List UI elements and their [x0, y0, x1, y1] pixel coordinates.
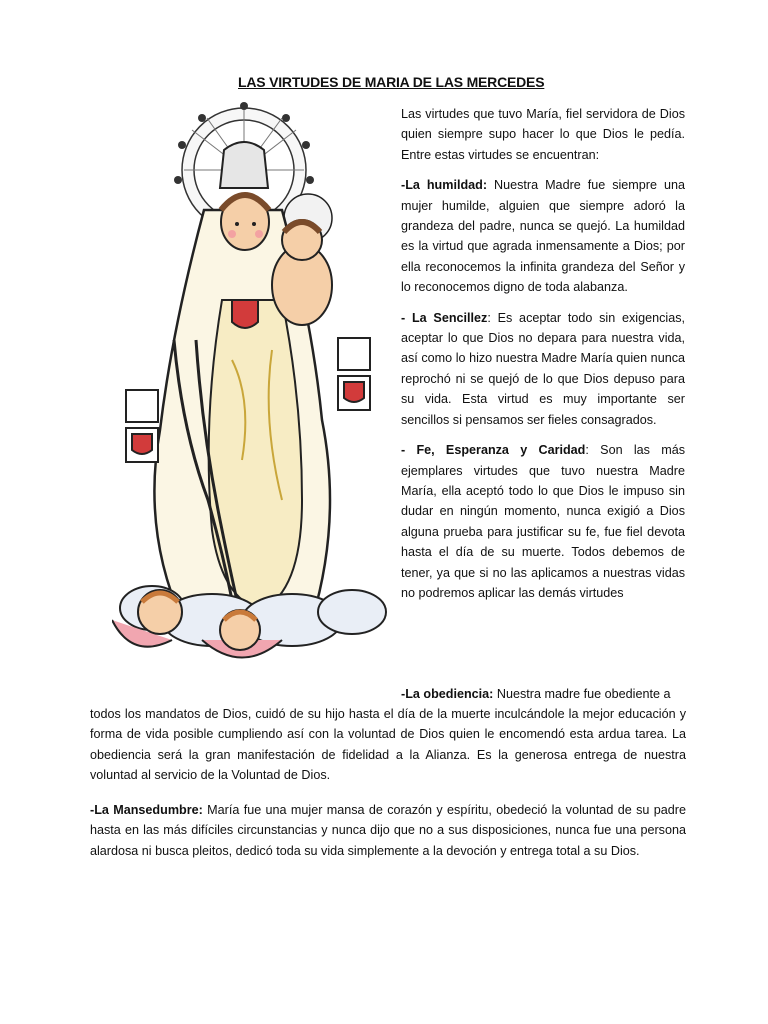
meekness-paragraph: [90, 800, 686, 861]
virtue-term: -La obediencia:: [401, 687, 494, 701]
obedience-first-line: [401, 684, 686, 704]
virgin-mary-illustration: [112, 100, 394, 684]
virtue-faith-hope-charity: [401, 440, 685, 603]
virtue-term: -La humildad:: [401, 178, 488, 193]
virtue-text: : Es aceptar todo sin exigencias, aceptar lo que Dios no depara para nuestra vida, así como lo hizo nuestra Madre María quien nunca reprochó ni se quejó de lo que Dios depuso para su vida. Esta virtud es muy importante ser sencillos si pensamos ser fieles consagrados.: [401, 310, 685, 427]
virtue-text: Nuestra madre fue obediente a: [493, 687, 671, 701]
scapular-left: [126, 390, 158, 462]
virtue-text: María fue una mujer mansa de corazón y espíritu, obedeció la voluntad de su padre hasta en las más difíciles circunstancias y nunca dijo que no a sus disposiciones, nunca fue una persona alardosa ni busca pleitos, dedicó toda su vida simplemente a la devoción y entrega total a su Dios.: [90, 803, 686, 858]
virtue-text: : Son las más ejemplares virtudes que tuvo nuestra Madre María, ella aceptó todo lo que Dios le impuso sin dudar en ningún momento, nunca exigió a Dios alguna prueba para justificar su fe, fue fiel devota hasta el día de su muerte. Todos debemos de tener, ya que si no las aplicamos a nuestras vidas no podremos aplicar las demás virtudes: [401, 443, 686, 600]
virtue-term: - La Sencillez: [401, 310, 488, 325]
page-title: LAS VIRTUDES DE MARIA DE LAS MERCEDES: [238, 74, 545, 90]
chest-shield: [232, 300, 258, 328]
crown: [220, 142, 268, 188]
virtue-text: Nuestra Madre fue siempre una mujer humilde, alguien que siempre adoró la grandeza del padre, nunca se quejó. La humildad es la virtud que agrada inmensamente a Dios; por ella reconocemos la infinita grandeza del Señor y lo reconocemos digno de toda alabanza.: [401, 178, 685, 295]
scapular-right: [338, 338, 370, 410]
virtue-text: todos los mandatos de Dios, cuidó de su hijo hasta el día de la muerte inculcándole la mejor educación y forma de vida posible cumpliendo así con la voluntad de Dios quien le encomendó esta ardua tarea. La obediencia será la gran manifestación de fidelidad a la Alianza. Es la generosa entrega de nuestra voluntad al servicio de la Voluntad de Dios.: [90, 707, 686, 783]
virtue-term: -La Mansedumbre:: [90, 803, 203, 817]
right-column: [401, 104, 685, 613]
virtue-humility: [401, 175, 685, 297]
virtue-term: - Fe, Esperanza y Caridad: [401, 443, 586, 458]
obedience-paragraph: [90, 704, 686, 786]
virtue-simplicity: [401, 308, 685, 430]
intro-paragraph: Las virtudes que tuvo María, fiel servidora de Dios quien siempre supo hacer lo que Dios le pedía. Entre estas virtudes se encuentran:: [401, 107, 685, 162]
